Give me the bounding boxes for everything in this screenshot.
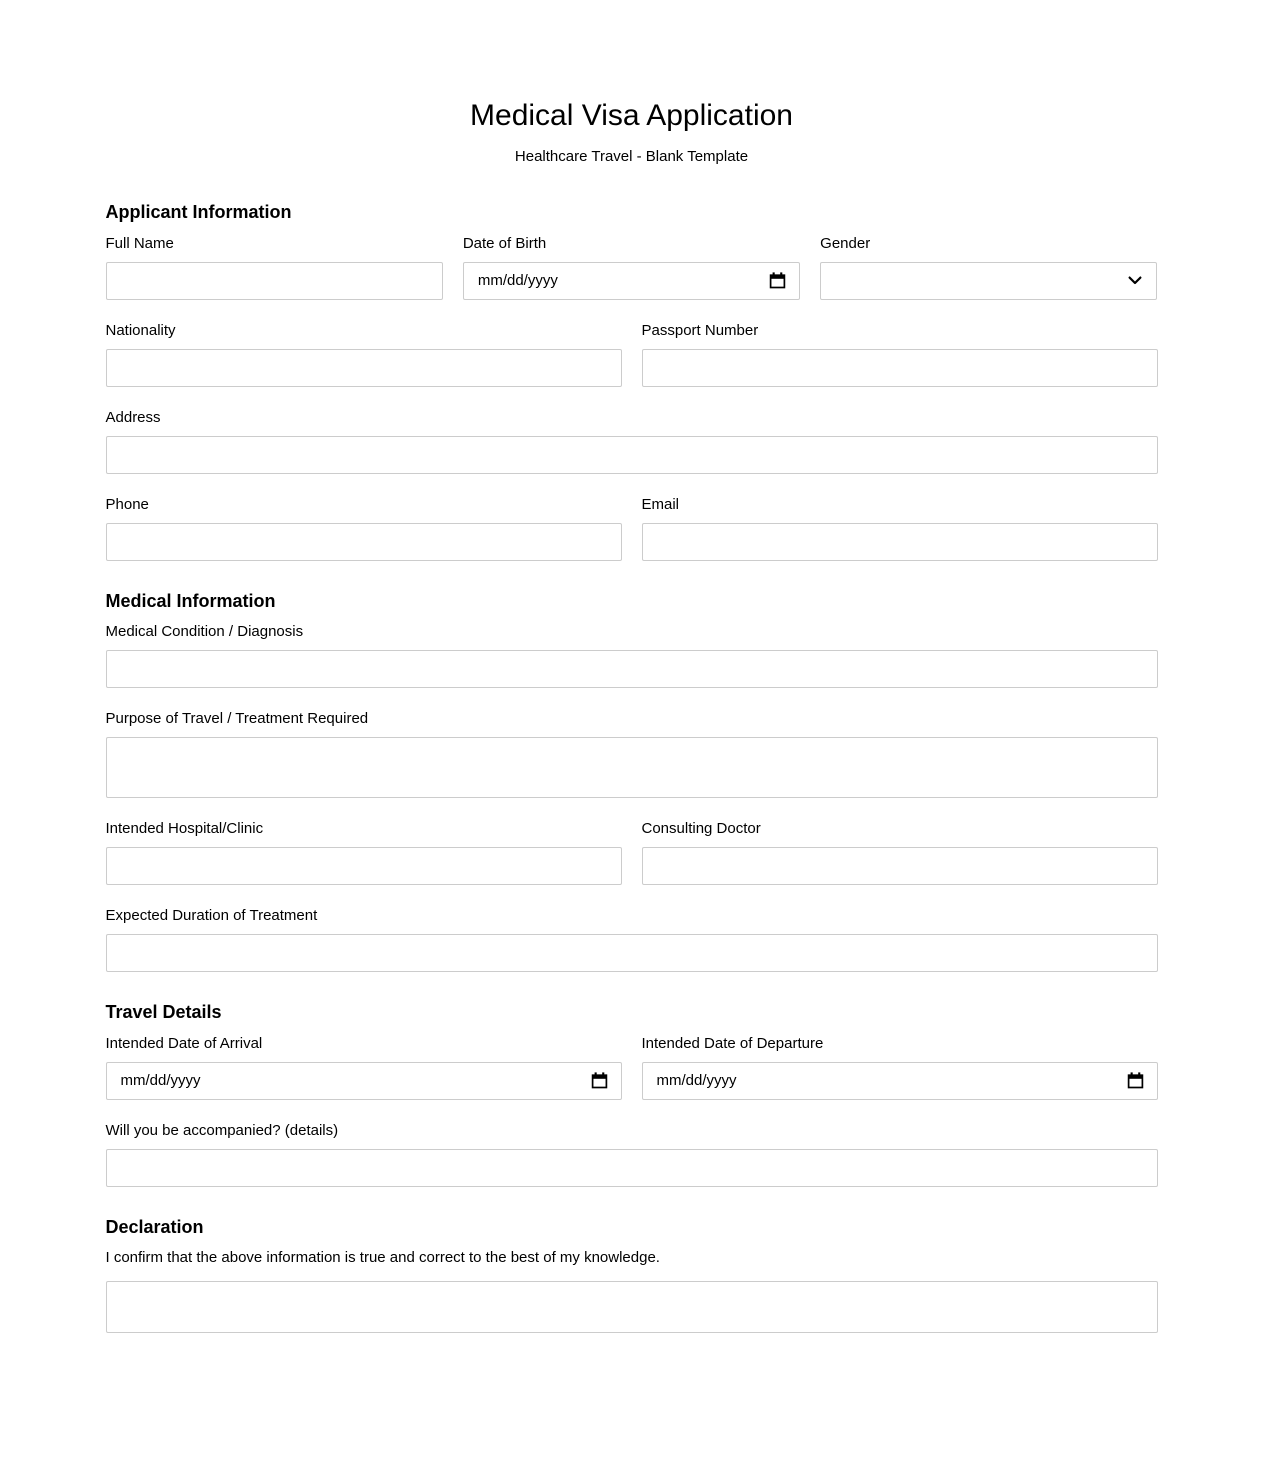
phone-field xyxy=(106,496,622,561)
gender-field xyxy=(820,235,1157,300)
row-name-dob-gender xyxy=(106,235,1158,300)
date-placeholder: mm/dd/yyyy xyxy=(477,272,558,290)
arrival-date-input[interactable] xyxy=(106,1062,622,1100)
arrival-date-field xyxy=(106,1035,622,1100)
duration-label: Expected Duration of Treatment xyxy=(105,907,318,925)
gender-label: Gender xyxy=(820,234,871,252)
calendar-icon[interactable] xyxy=(591,1072,608,1089)
accompanied-input[interactable] xyxy=(106,1149,1158,1187)
accompanied-field xyxy=(106,1122,1158,1187)
date-of-birth-label: Date of Birth xyxy=(462,234,547,252)
section-heading-travel: Travel Details xyxy=(105,1002,222,1023)
nationality-field xyxy=(106,322,622,387)
declaration-textarea[interactable] xyxy=(106,1281,1158,1333)
page-subtitle: Healthcare Travel - Blank Template xyxy=(514,148,749,165)
row-hospital-doctor xyxy=(106,820,1158,885)
duration-input[interactable] xyxy=(106,934,1158,972)
section-heading-applicant: Applicant Information xyxy=(105,202,292,222)
section-heading-declaration: Declaration xyxy=(105,1216,204,1237)
arrival-date-label: Intended Date of Arrival xyxy=(105,1034,263,1052)
departure-date-label: Intended Date of Departure xyxy=(641,1034,824,1052)
phone-label: Phone xyxy=(105,495,149,513)
date-placeholder: mm/dd/yyyy xyxy=(120,1072,201,1090)
phone-input[interactable] xyxy=(106,523,622,561)
medical-condition-field xyxy=(106,623,1158,688)
calendar-icon[interactable] xyxy=(1127,1072,1144,1089)
row-arrival-departure xyxy=(106,1035,1158,1100)
row-phone-email xyxy=(106,496,1158,561)
address-field xyxy=(106,409,1158,474)
declaration-statement: I confirm that the above information is true and correct to the best of my knowledge. xyxy=(105,1249,660,1267)
medical-visa-form xyxy=(106,0,1158,1333)
medical-condition-label: Medical Condition / Diagnosis xyxy=(105,623,304,641)
passport-number-field xyxy=(642,322,1158,387)
purpose-textarea[interactable] xyxy=(106,737,1158,798)
passport-number-label: Passport Number xyxy=(641,321,759,339)
email-input[interactable] xyxy=(642,523,1158,561)
row-condition xyxy=(106,623,1158,688)
hospital-field xyxy=(106,820,622,885)
consulting-doctor-label: Consulting Doctor xyxy=(641,820,761,838)
purpose-label: Purpose of Travel / Treatment Required xyxy=(105,710,369,728)
date-of-birth-input[interactable] xyxy=(463,262,800,300)
section-heading-medical: Medical Information xyxy=(105,590,276,611)
email-field xyxy=(642,496,1158,561)
departure-date-field xyxy=(642,1035,1158,1100)
medical-condition-input[interactable] xyxy=(106,650,1158,688)
calendar-icon[interactable] xyxy=(769,272,786,289)
consulting-doctor-input[interactable] xyxy=(642,847,1158,885)
chevron-down-icon xyxy=(1128,276,1142,285)
passport-number-input[interactable] xyxy=(642,349,1158,387)
email-label: Email xyxy=(641,495,680,513)
date-placeholder: mm/dd/yyyy xyxy=(656,1072,737,1090)
hospital-label: Intended Hospital/Clinic xyxy=(105,820,264,838)
full-name-field xyxy=(106,235,443,300)
full-name-label: Full Name xyxy=(105,234,174,252)
gender-select[interactable] xyxy=(820,262,1157,300)
address-input[interactable] xyxy=(106,436,1158,474)
row-duration xyxy=(106,907,1158,972)
page-title: Medical Visa Application xyxy=(470,99,793,132)
row-purpose xyxy=(106,710,1158,798)
nationality-input[interactable] xyxy=(106,349,622,387)
duration-field xyxy=(106,907,1158,972)
address-label: Address xyxy=(105,408,161,426)
departure-date-input[interactable] xyxy=(642,1062,1158,1100)
accompanied-label: Will you be accompanied? (details) xyxy=(105,1121,339,1139)
row-address xyxy=(106,409,1158,474)
full-name-input[interactable] xyxy=(106,262,443,300)
row-accompanied xyxy=(106,1122,1158,1187)
purpose-field xyxy=(106,710,1158,798)
date-of-birth-field xyxy=(463,235,800,300)
hospital-input[interactable] xyxy=(106,847,622,885)
consulting-doctor-field xyxy=(642,820,1158,885)
nationality-label: Nationality xyxy=(105,321,176,339)
row-nationality-passport xyxy=(106,322,1158,387)
